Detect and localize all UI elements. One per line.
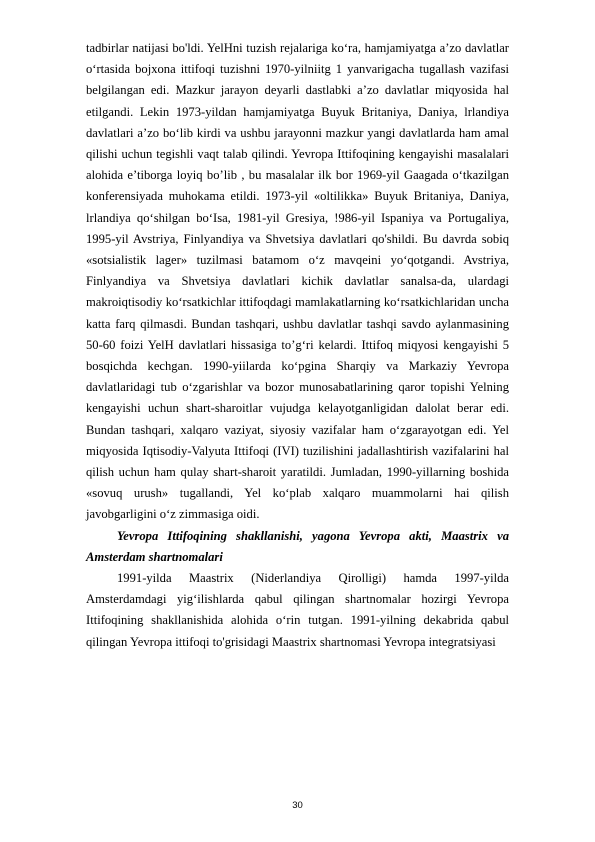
closing-paragraph: 1991-yilda Maastrix (Niderlandiya Qirolligi) hamda 1997-yilda Amsterdamdagi yig‘ilishlarda qabul qilingan shartnomalar hozirgi Yevropa Ittifoqining shakllanishida alohida o‘rin tutgan. 1991-yilning dekabrida qabul qilingan Yevropa ittifoqi to'grisidagi Maastrix shartnomasi Yevropa integratsiyasi bbox=[86, 571, 509, 649]
body-paragraph: tadbirlar natijasi bo'ldi. YelHni tuzish rejalariga ko‘ra, hamjamiyatga a’zo davlatlar o‘rtasida bojxona ittifoqi tuzishni 1970-yilniitg 1 yanvarigacha tugallash vazifasi belgilangan edi. Mazkur jarayon deyarli dastlabki a’zo davlatlar miqyosida hal etilgandi. Lekin 1973-yildan hamjamiyatga Buyuk Britaniya, Daniya, lrlandiya davlatlari a’zo bo‘lib kirdi va ushbu jarayonni mazkur yangi davlatlarda ham amal qilishi uchun tegishli vaqt talab qilindi. Yevropa Ittifoqining kengayishi masalalari alohida e’tiborga loyiq bo’lib , bu masalalar ilk bor 1969-yil Gaagada o‘tkazilgan konferensiyada muhokama etildi. 1973-yil «oltilikka» Buyuk Britaniya, Daniya, lrlandiya qo‘shilgan bo‘Isa, 1981-yil Gresiya, !986-yil Ispaniya va Portugaliya, 1995-yil Avstriya, Finlyandiya va Shvetsiya davlatlari qo'shildi. Bu davrda sobiq «sotsialistik lager» tuzilmasi batamom o‘z mavqeini yo‘qotgandi. Avstriya, Finlyandiya va Shvetsiya davlatlari kichik davlatlar sanalsa-da, ulardagi makroiqtisodiy ko‘rsatkichlar ittifoqdagi mamlakatlarning ko‘rsatkichlaridan uncha katta farq qilmasdi. Bundan tashqari, ushbu davlatlar tashqi savdo aylanmasining 50-60 foizi YelH davlatlari hissasiga to’g‘ri kelardi. Ittifoq miqyosi kengayishi 5 bosqichda kechgan. 1990-yiilarda ko‘pgina Sharqiy va Markaziy Yevropa davlatlaridagi tub o‘zgarishlar va bozor munosabatlarining qaror topishi Yelning kengayishi uchun shart-sharoitlar vujudga kelayotganligidan dalolat berar edi. Bundan tashqari, xalqaro vaziyat, siyosiy vazifalar ham o‘zgarayotgan edi. Yel miqyosida Iqtisodiy-Valyuta Ittifoqi (IVI) tuzilishini jadallashtirish vazifalarini hal qilish uchun ham qulay shart-sharoit yaratildi. Jumladan, 1990-yillarning boshida «sovuq urush» tugallandi, Yel ko‘plab xalqaro muammolarni hai qilish javobgarligini o‘z zimmasiga oidi. bbox=[86, 41, 509, 522]
page-number: 30 bbox=[292, 800, 303, 811]
section-heading: Yevropa Ittifoqining shakllanishi, yagona Yevropa akti, Maastrix va Amsterdam shartnomalari bbox=[86, 528, 509, 564]
document-body bbox=[86, 38, 509, 653]
